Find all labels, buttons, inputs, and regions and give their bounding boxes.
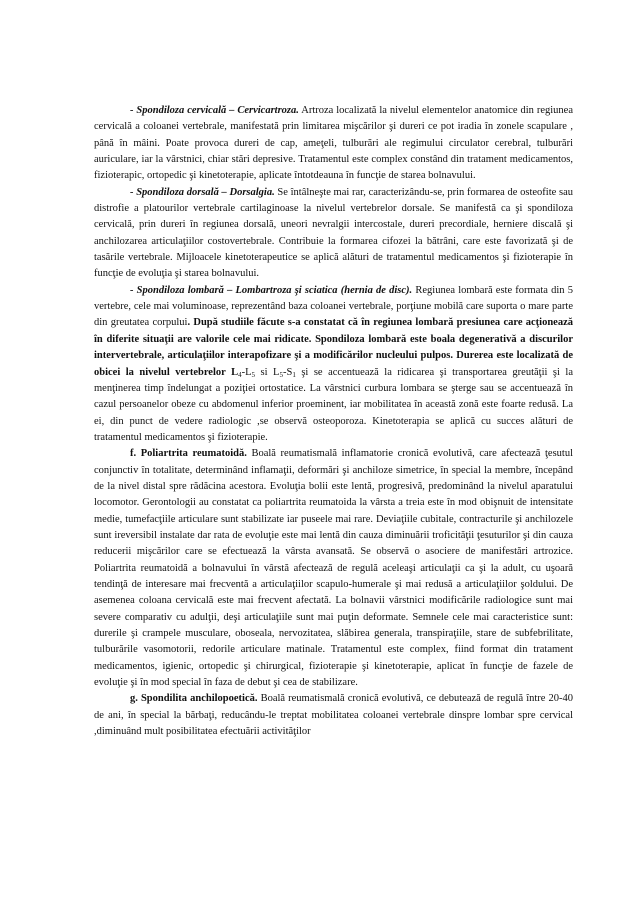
paragraph-text: -L (241, 366, 252, 378)
paragraph-lombar (94, 283, 573, 446)
subscript-index: 4 (238, 370, 242, 379)
paragraph-text: Boală reumatismală inflamatorie cronică evolutivă, care afectează ţesutul conjunctiv în totalitate, determinând inflamaţii, deformări şi anchiloze simetrice, în special la membre, începând de la nivel distal spre rădăcina acestora. Evoluţia bolii este lentă, progresivă, predominând la nivelul aparatului locomotor. Gerontologii au constatat ca poliartrita reumatoida la vârsta a treia este în mod obişnuit de intensitate medie, tumefacţiile articulare sunt stabilizate iar puseele mai rare. Deviaţiile cubitale, contracturile şi anchilozele sunt ireversibil instalate dar rata de evoluţie este mai lentă din cauza diminuării troficităţii ţesuturilor şi din cauza reducerii mişcărilor care se efectuează la vârsta avansată. Se observă o asociere de manifestări artrozice. Poliartrita reumatoidă a bolnavului în vârstă afectează de regulă aceleaşi articulaţii ca şi la adult, cu uşoară tendinţă de interesare mai frecventă a articulaţiilor scapulo-humerale şi mai redusă a articulaţiilor şoldului. De asemenea coloana cervicală este mai frecvent afectată. La bolnavii vârstnici modificările radiologice sunt mai severe comparativ cu adulţii, deşi articulaţiile sunt mai puţin deformate. Semnele cele mai caracteristice sunt: durerile şi crampele musculare, oboseala, nervozitatea, slăbirea generala, transpiraţiile, stare de subfebrilitate, tulburările vasomotorii, redorile articulare matinale. Tratamentul este complex, fiind format din tratament medicamentos, igienic, ortopedic şi chirurgical, fizioterapie şi kinetoterapie, aplicat în funcţie de fazele de evoluţie şi în mod special în faza de debut şi cea de stabilizare. (94, 448, 574, 689)
heading-spondiloza-lombara: - Spondiloza lombară – Lombartroza şi sciatica (hernia de disc). (130, 284, 413, 296)
subscript-index: 1 (292, 370, 296, 379)
heading-spondiloza-dorsala: - Spondiloza dorsală – Dorsalgia. (130, 186, 275, 198)
paragraph-text: si L (255, 366, 280, 378)
document-page (94, 103, 573, 740)
paragraph-text: Boală reumatismală cronică evolutivă, ce debutează de regulă între 20-40 de ani, în special la bărbaţi, reducându-le treptat mobilitatea coloanei vertebrale dinspre lombar spre cervical ,diminuând mult posibilitatea efectuării activităţilor (94, 693, 573, 738)
paragraph-dorsal (94, 185, 573, 283)
heading-spondiloza-cervicala: - Spondiloza cervicală – Cervicartroza. (130, 105, 299, 116)
paragraph-cervical (94, 103, 573, 185)
subscript-index: 5 (279, 370, 283, 379)
paragraph-text: Se întâlneşte mai rar, caracterizându-se, prin formarea de osteofite sau distrofie a platourilor vertebrale cartilaginoase la nivelul vertebrelor dorsale. Se manifestă ca şi spondiloza cervicală, prin dureri în regiunea dorsală, uneori nevralgii intercostale, dureri precordiale, herniere discală şi anchilozarea articulaţiilor costovertebrale. Contribuie la formarea cifozei la bătrâni, care este favorizată şi de tasările vertebrale. Mijloacele kinetoterapeutice se aplică alături de tratamentul medicamentos şi fizioterapie în funcţie de evoluţia şi starea bolnavului. (94, 186, 573, 280)
paragraph-text-bold-stop: . După studiile făcute s-a constatat că în regiunea lombară presiunea care acţionează în diferite situaţii are valorile cele mai ridicate. Spondiloza lombară este boala degenerativă a discurilor intervertebrale, articulaţiilor interapofizare şi a modificărilor nucleului pulpos. Durerea este localizată de obicei la nivelul vertebrelor L (94, 317, 573, 378)
paragraph-text: Artroza localizată la nivelul elementelor anatomice din regiunea cervicală a coloanei vertebrale, manifestată prin limitarea mişcărilor şi dureri ce pot iradia în zonele scapulare , până în mâini. Poate provoca dureri de cap, ameţeli, tulburări ale regimului circulator cerebral, tulburări auriculare, iar la vârstnici, chiar stări depresive. Tratamentul este complex constând din tratament medicamentos, fizioterapic, ortopedic şi kinetoterapie, aplicate întotdeauna în funcţie de starea bolnavului. (94, 105, 573, 182)
paragraph-poliartrita (94, 446, 573, 691)
heading-spondilita-anchilopoetica: g. Spondilita anchilopoetică. (130, 693, 258, 705)
paragraph-text: -S (282, 366, 293, 378)
subscript-index: 5 (251, 370, 256, 379)
paragraph-text: Regiunea lombară este formata din 5 vertebre, cele mai voluminoase, reprezentând baza coloanei vertebrale, porţiune mobilă care suporta o mare parte din greutatea corpului (94, 284, 573, 329)
heading-poliartrita-reumatoida: f. Poliartrita reumatoidă. (130, 448, 247, 460)
paragraph-text: şi se accentuează la ridicarea şi transportarea greutăţii şi la menţinerea timp îndelungat a poziţiei ortostatice. La vârstnici curbura lombara se şterge sau se accentuează în cazul persoanelor obeze cu abdomenul inferior proeminent, iar mobilitatea în această zonă este foarte redusă. La ei, din punct de vedere radiologic ,se observă osteoporoza. Kinetoterapia se aplică cu succes alături de tratamentul medicamentos şi fizioterapie. (94, 366, 574, 443)
paragraph-spondilita (94, 691, 573, 740)
